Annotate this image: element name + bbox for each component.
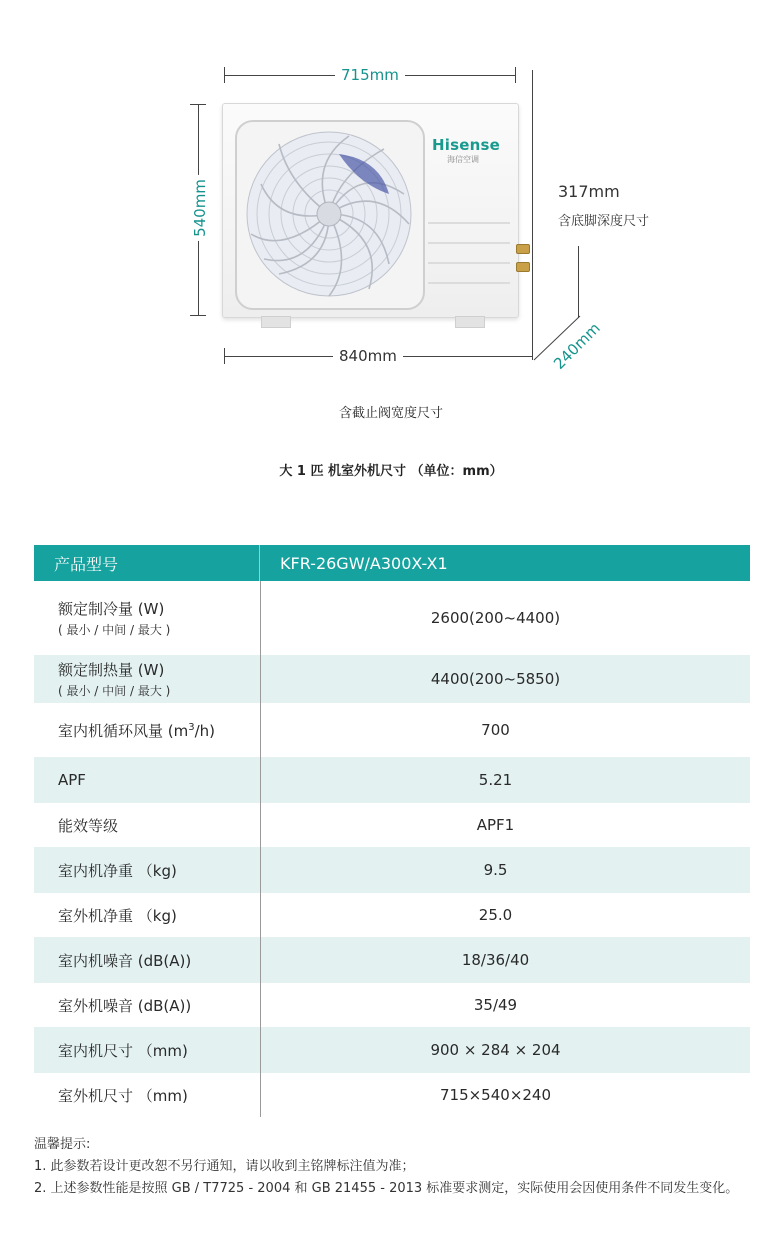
notes-line-2: 2. 上述参数性能是按照 GB / T7725 - 2004 和 GB 21455 - 2013 标准要求测定，实际使用会因使用条件不同发生变化。 [34, 1181, 739, 1196]
row-label: 额定制热量 (W) [58, 661, 165, 679]
row-label-cell [34, 893, 260, 937]
table-row [34, 655, 750, 703]
vent-slot [428, 262, 510, 264]
unit-foot [261, 316, 291, 328]
depth-label: 317mm [558, 182, 620, 201]
row-label-cell [34, 1027, 260, 1073]
row-value: 9.5 [260, 847, 750, 893]
row-value: APF1 [260, 803, 750, 847]
vent-slot [428, 282, 510, 284]
row-value: 715×540×240 [260, 1073, 750, 1117]
valve-icon [516, 262, 530, 272]
row-label-cell [34, 803, 260, 847]
row-label: 室内机净重 （kg) [58, 861, 177, 880]
row-label-cell [34, 703, 260, 757]
row-label: 室外机净重 （kg) [58, 906, 177, 925]
dimension-diagram [0, 0, 782, 500]
row-value: 900 × 284 × 204 [260, 1027, 750, 1073]
row-value: 35/49 [260, 983, 750, 1027]
row-label-cell [34, 847, 260, 893]
row-label: 室外机噪音 (dB(A)) [58, 996, 192, 1015]
dim-cap [224, 348, 225, 364]
row-value: 5.21 [260, 757, 750, 803]
row-value: 4400(200~5850) [260, 655, 750, 703]
row-label-cell [34, 655, 260, 703]
row-label-cell [34, 581, 260, 655]
row-value: 18/36/40 [260, 937, 750, 983]
brand-sub-text: 海信空调 [447, 155, 479, 164]
fan-icon [239, 124, 419, 304]
notes-section [34, 1134, 750, 1200]
unit-foot [455, 316, 485, 328]
row-value: 700 [260, 703, 750, 757]
row-label-superscript: 3 [188, 721, 195, 733]
table-row [34, 847, 750, 893]
brand-logo: Hisense [432, 136, 500, 154]
spec-table [34, 545, 750, 1117]
row-value: 25.0 [260, 893, 750, 937]
row-sub-label: ( 最小 / 中间 / 最大 ) [58, 623, 171, 637]
row-label: 能效等级 [58, 816, 119, 835]
row-label-cell [34, 937, 260, 983]
row-label-tail: /h) [194, 721, 216, 740]
row-label: 室内机尺寸 （mm) [58, 1041, 188, 1060]
row-label: APF [58, 771, 86, 789]
row-sub-label: ( 最小 / 中间 / 最大 ) [58, 684, 171, 698]
table-row [34, 803, 750, 847]
outdoor-unit-image [222, 103, 519, 318]
notes-title: 温馨提示: [34, 1137, 91, 1152]
table-row [34, 581, 750, 655]
height-label: 540mm [191, 175, 209, 241]
table-row [34, 1027, 750, 1073]
spec-table-header [34, 545, 750, 581]
row-label: 额定制冷量 (W) [58, 600, 165, 618]
diagonal-label: 240mm [550, 319, 604, 373]
row-label-cell [34, 1073, 260, 1117]
header-label: 产品型号 [34, 545, 260, 581]
width-label: 715mm [335, 66, 405, 84]
table-row [34, 703, 750, 757]
valve-icon [516, 244, 530, 254]
notes-line-1: 1. 此参数若设计更改恕不另行通知，请以收到主铭牌标注值为准； [34, 1159, 415, 1174]
row-label-cell [34, 983, 260, 1027]
row-value: 2600(200~4400) [260, 581, 750, 655]
bottom-width-label: 840mm [333, 347, 403, 365]
vent-slot [428, 222, 510, 224]
table-row [34, 757, 750, 803]
row-label: 室外机尺寸 （mm) [58, 1086, 188, 1105]
row-label [58, 720, 260, 741]
diagram-title: 大 1 匹 机室外机尺寸 （单位：mm） [279, 464, 503, 479]
depth-sub-label: 含底脚深度尺寸 [558, 214, 650, 229]
dim-cap [515, 67, 516, 83]
table-row [34, 983, 750, 1027]
dim-cap [224, 67, 225, 83]
header-model: KFR-26GW/A300X-X1 [280, 553, 448, 573]
dim-cap [190, 104, 206, 105]
table-row [34, 937, 750, 983]
table-row [34, 893, 750, 937]
vent-slot [428, 242, 510, 244]
dim-cap [190, 315, 206, 316]
row-label: 室内机噪音 (dB(A)) [58, 951, 192, 970]
table-row [34, 1073, 750, 1117]
fan-grille [235, 120, 425, 310]
valve-caption: 含截止阀宽度尺寸 [338, 406, 443, 421]
row-label-text: 室内机循环风量 (m [58, 721, 189, 740]
depth-guide-line [578, 246, 579, 318]
row-label-cell [34, 757, 260, 803]
